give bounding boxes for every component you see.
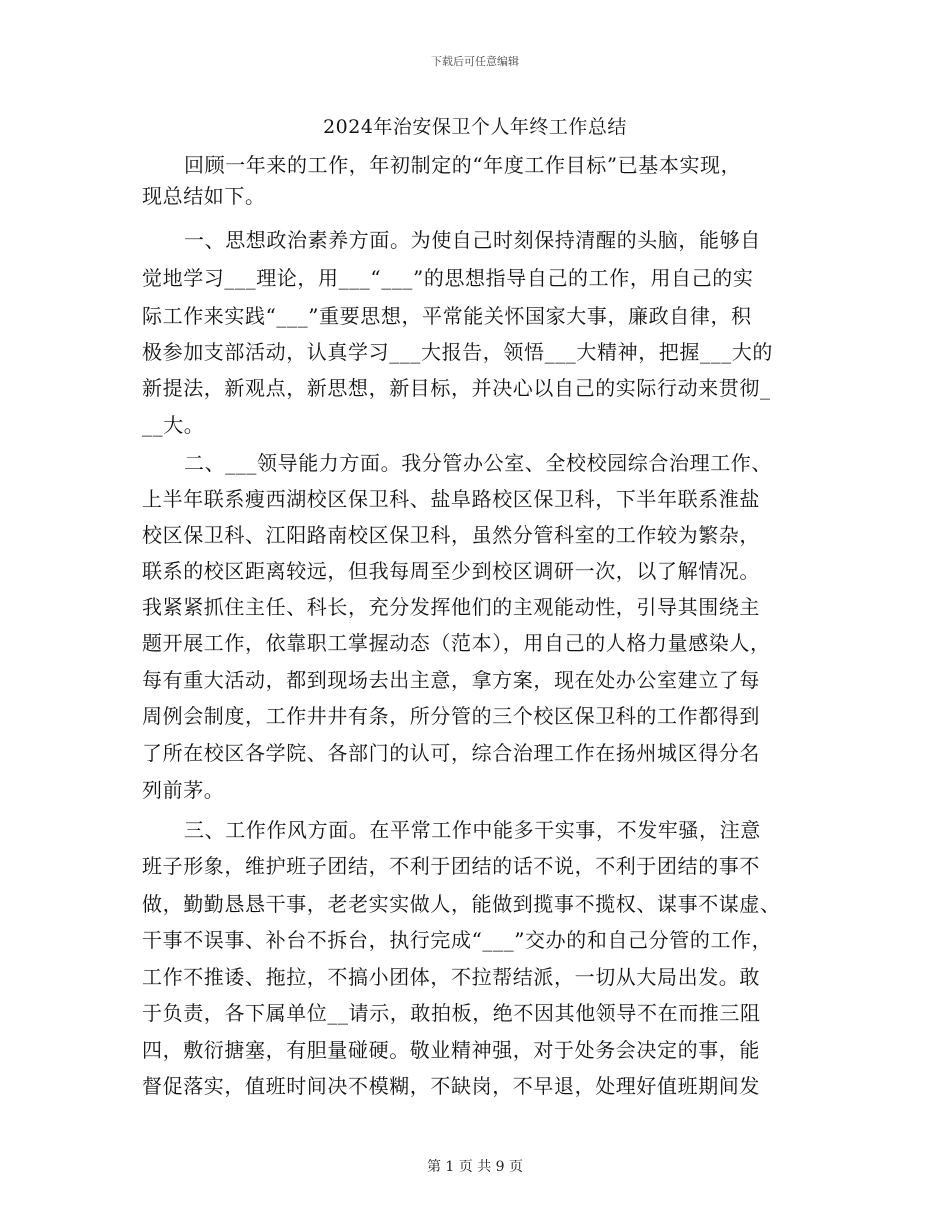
text-line: 我紧紧抓住主任、科长，充分发挥他们的主观能动性，引导其围绕主: [142, 595, 760, 619]
text-line: 每有重大活动，都到现场去出主意，拿方案，现在处办公室建立了每: [142, 668, 760, 692]
text-line: 上半年联系瘦西湖校区保卫科、盐阜路校区保卫科，下半年联系淮盐: [142, 487, 760, 511]
header-note: 下载后可任意编辑: [431, 55, 519, 68]
text-line: 列前茅。: [142, 778, 225, 802]
text-line: 四，敷衍搪塞，有胆量碰硬。敬业精神强，对于处务会决定的事，能: [142, 1038, 760, 1062]
text-line: 周例会制度，工作井井有条，所分管的三个校区保卫科的工作都得到: [142, 704, 760, 728]
text-line: __大。: [142, 413, 205, 437]
text-line: 极参加支部活动，认真学习___大报告，领悟___大精神，把握___大的: [142, 340, 773, 364]
text-line: 督促落实，值班时间决不模糊，不缺岗，不早退，处理好值班期间发: [142, 1074, 760, 1098]
text-line: 校区保卫科、江阳路南校区保卫科，虽然分管科室的工作较为繁杂，: [142, 523, 760, 547]
text-line: 联系的校区距离较远，但我每周至少到校区调研一次，以了解情况。: [142, 559, 760, 583]
text-line: 做，勤勤恳恳干事，老老实实做人，能做到揽事不揽权、谋事不谋虚、: [142, 892, 781, 916]
text-line: 新提法，新观点，新思想，新目标，并决心以自己的实际行动来贯彻_: [142, 376, 771, 400]
text-line: 于负责，各下属单位__请示，敢拍板，绝不因其他领导不在而推三阻: [142, 1001, 761, 1025]
text-line: 题开展工作，依靠职工掌握动态（范本），用自己的人格力量感染人，: [142, 631, 771, 655]
text-line: 干事不误事、补台不拆台，执行完成“___”交办的和自己分管的工作，: [142, 928, 773, 952]
document-title: 2024年治安保卫个人年终工作总结: [323, 116, 627, 138]
text-line: 一、思想政治素养方面。为使自己时刻保持清醒的头脑，能够自: [184, 228, 761, 252]
text-line: 现总结如下。: [142, 184, 266, 208]
text-line: 回顾一年来的工作，年初制定的“年度工作目标”已基本实现，: [184, 153, 742, 177]
text-line: 际工作来实践“___”重要思想，平常能关怀国家大事，廉政自律，积: [142, 304, 752, 328]
text-line: 班子形象，维护班子团结，不利于团结的话不说，不利于团结的事不: [142, 854, 760, 878]
text-line: 二、___领导能力方面。我分管办公室、全校校园综合治理工作、: [184, 451, 772, 475]
page-number: 第 1 页 共 9 页: [426, 1159, 524, 1175]
text-line: 工作不推诿、拖拉，不搞小团体，不拉帮结派，一切从大局出发。敢: [142, 965, 760, 989]
text-line: 了所在校区各学院、各部门的认可，综合治理工作在扬州城区得分名: [142, 741, 760, 765]
text-line: 觉地学习___理论，用___“___”的思想指导自己的工作，用自己的实: [142, 266, 754, 290]
text-line: 三、工作作风方面。在平常工作中能多干实事，不发牢骚，注意: [184, 818, 761, 842]
